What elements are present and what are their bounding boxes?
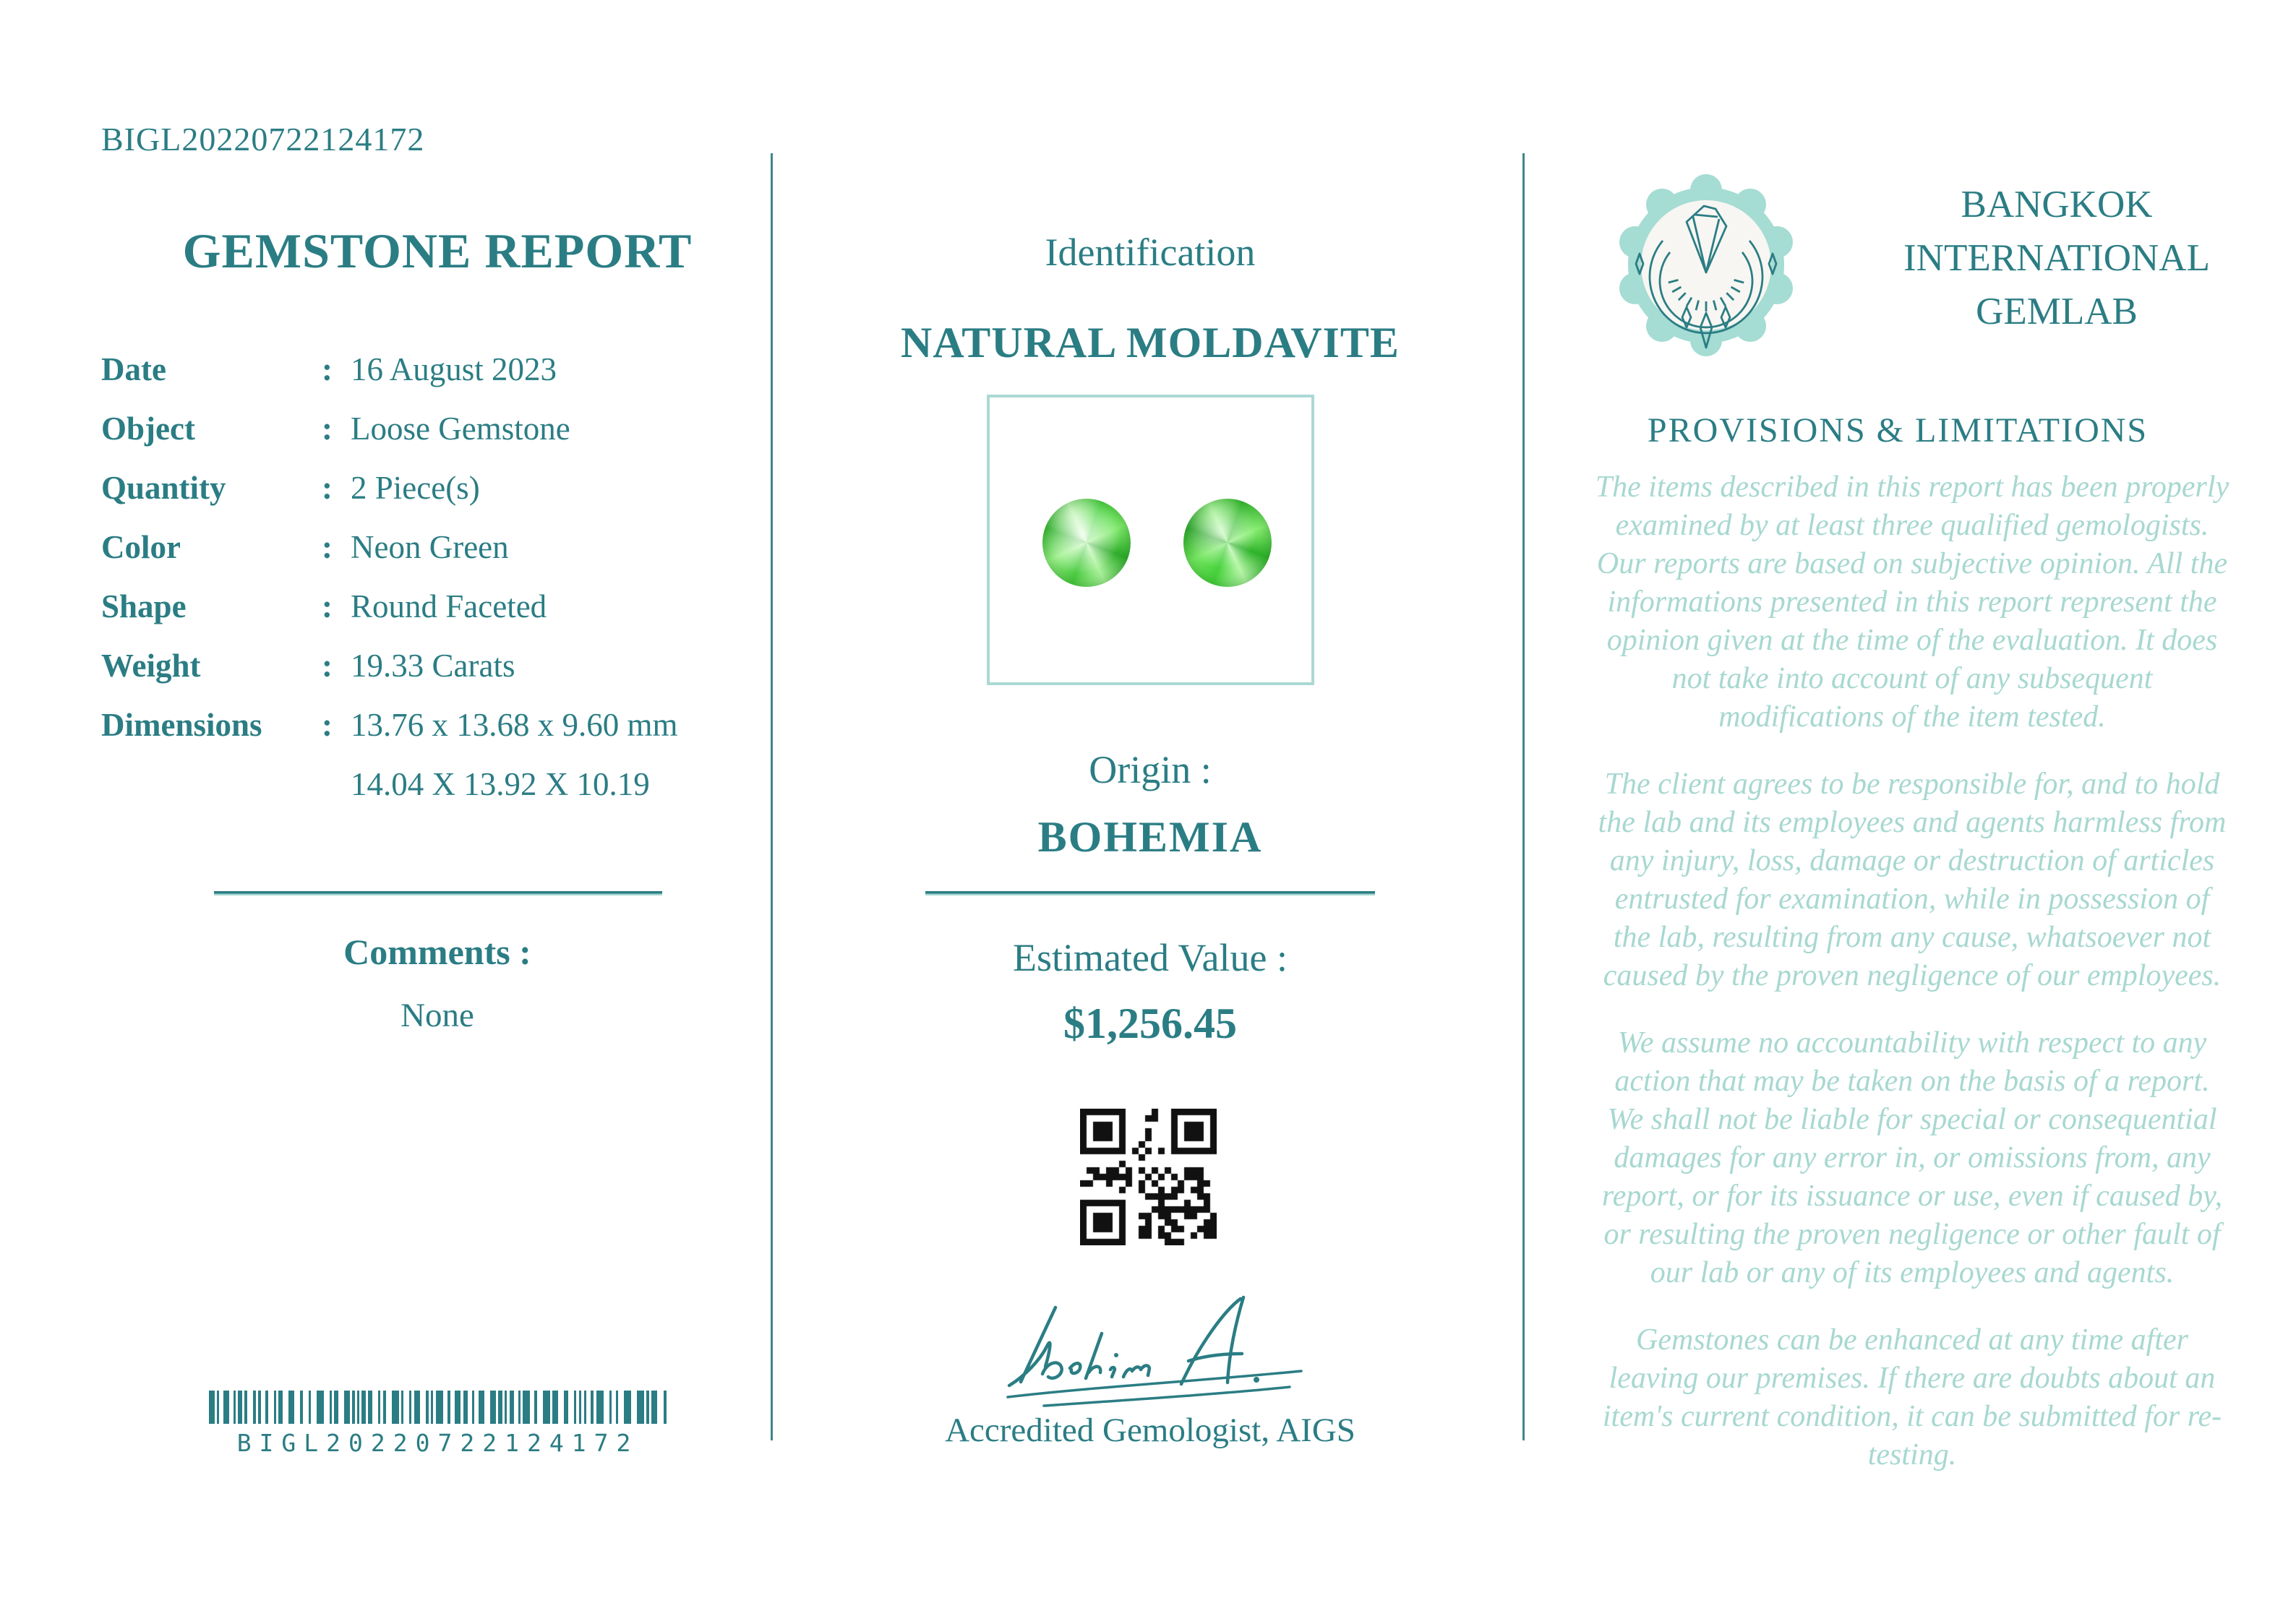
barcode-text: BIGL20220722124172 — [236, 1429, 639, 1457]
field-value: 13.76 x 13.68 x 9.60 mm — [351, 707, 678, 743]
field-row-dimensions-2 — [101, 755, 774, 814]
report-number: BIGL20220722124172 — [101, 121, 425, 158]
field-value: Neon Green — [351, 529, 509, 565]
field-row-date — [101, 340, 774, 399]
field-row-color — [101, 517, 774, 577]
field-label: Color — [101, 529, 181, 565]
lab-name-line: INTERNATIONAL — [1903, 237, 2210, 279]
estimated-value-label: Estimated Value : — [1013, 936, 1288, 979]
field-value: 2 Piece(s) — [351, 470, 480, 506]
identification-heading: Identification — [1045, 231, 1256, 274]
field-row-weight — [101, 636, 774, 695]
provisions-paragraph: The items described in this report has been properly examined by at least three qualified gemologists. Our reports are based on subjective opinion. All the informations presented in this report represent the opinion given at the time of the evaluation. It does not take into account of any subsequent modifications of the item tested. — [1595, 471, 2229, 734]
field-row-quantity — [101, 458, 774, 517]
origin-label: Origin : — [1089, 748, 1212, 791]
field-row-object — [101, 399, 774, 458]
field-row-shape — [101, 577, 774, 636]
field-colon: : — [322, 411, 333, 447]
barcode — [209, 1391, 667, 1457]
gemstone-image-right — [1183, 499, 1272, 587]
provisions-heading: PROVISIONS & LIMITATIONS — [1647, 411, 2149, 450]
provisions-paragraph: The client agrees to be responsible for, and to hold the lab and its employees and agents harmless from any injury, loss, damage or destruction of articles entrusted for examination, while in possession of the lab, resulting from any cause, whatsoever not caused by the proven negligence of our employees. — [1598, 768, 2227, 992]
field-colon: : — [322, 648, 333, 684]
field-label: Quantity — [101, 470, 226, 506]
qr-code — [1080, 1109, 1217, 1245]
origin-value: BOHEMIA — [1037, 813, 1263, 861]
comments-divider — [214, 891, 662, 895]
field-colon: : — [322, 707, 333, 743]
field-value: Round Faceted — [351, 588, 547, 624]
field-colon: : — [322, 351, 333, 387]
field-colon: : — [322, 529, 333, 565]
field-label: Dimensions — [101, 707, 262, 743]
provisions-text — [1594, 468, 2230, 1503]
field-colon: : — [322, 588, 333, 624]
signatory-title: Accredited Gemologist, AIGS — [945, 1412, 1355, 1449]
report-fields — [101, 340, 774, 814]
field-value: 19.33 Carats — [351, 648, 515, 684]
field-label: Date — [101, 351, 166, 387]
field-value: 16 August 2023 — [351, 351, 557, 387]
field-colon: : — [322, 470, 333, 506]
barcode-bars — [209, 1391, 667, 1427]
field-value: Loose Gemstone — [351, 411, 570, 447]
lab-name-line: GEMLAB — [1976, 291, 2138, 332]
field-label: Object — [101, 411, 195, 447]
report-title: GEMSTONE REPORT — [182, 223, 693, 278]
field-label: Shape — [101, 588, 187, 624]
field-row-dimensions — [101, 695, 774, 755]
gemstone-photo — [987, 395, 1314, 685]
identification-result: NATURAL MOLDAVITE — [901, 319, 1400, 366]
provisions-paragraph: Gemstones can be enhanced at any time after leaving our premises. If there are doubts about an item's current condition, it can be submitted for re-testing. — [1602, 1323, 2222, 1472]
lab-name — [1836, 178, 2277, 338]
field-label: Weight — [101, 648, 201, 684]
estimated-value: $1,256.45 — [1063, 1000, 1237, 1047]
gemlab-logo — [1612, 169, 1800, 361]
gemstone-image-left — [1042, 499, 1131, 587]
signature-handwriting — [999, 1288, 1310, 1418]
column-divider-right — [1522, 153, 1525, 1440]
comments-value: None — [400, 997, 474, 1034]
value-divider — [925, 891, 1375, 895]
field-value: 14.04 X 13.92 X 10.19 — [351, 766, 650, 802]
provisions-paragraph: We assume no accountability with respect to any action that may be taken on the basis of a report. We shall not be liable for special or consequential damages for any error in, or omissions from, any report, or for its issuance or use, even if caused by, or resulting the proven negligence or other fault of our lab or any of its employees and agents. — [1601, 1026, 2223, 1289]
comments-label: Comments : — [343, 932, 531, 972]
lab-name-line: BANGKOK — [1961, 184, 2153, 225]
